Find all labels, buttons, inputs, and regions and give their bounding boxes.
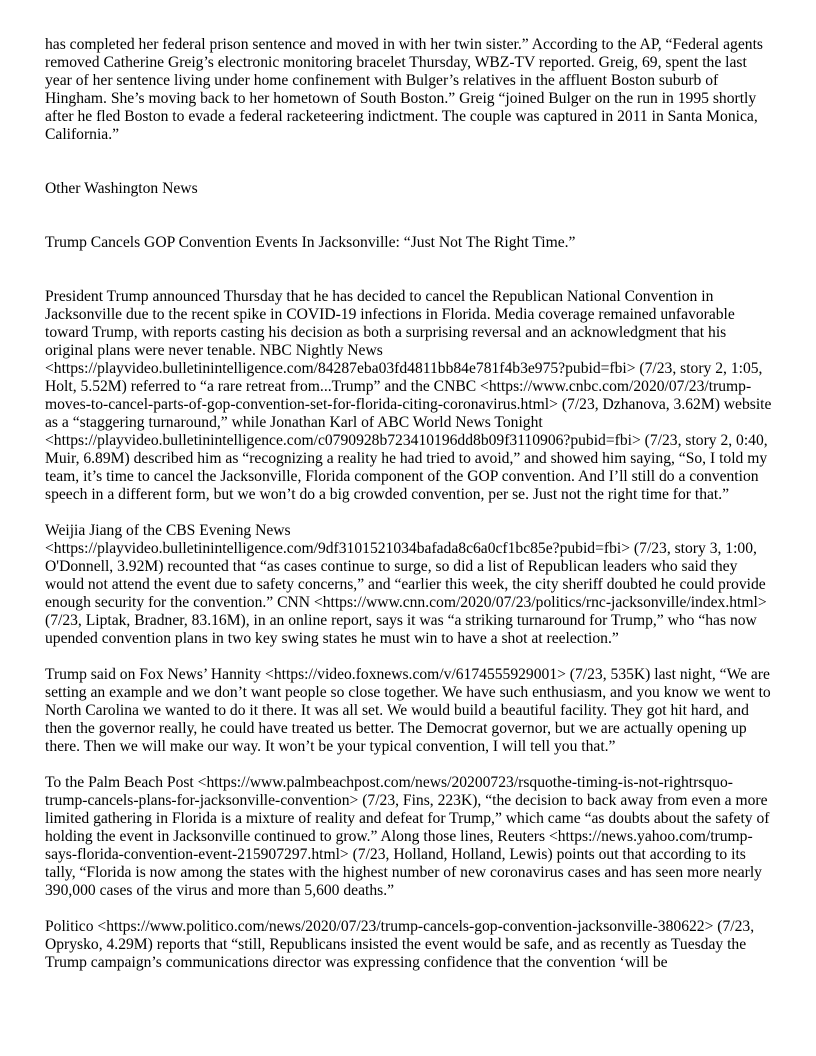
paragraph-hannity: Trump said on Fox News’ Hannity <https://video.foxnews.com/v/6174555929001> (7/23, 535K) last night, “We are setting an example and we don’t want people so close together. We have such enthusiasm, and you know we went to North Carolina we wanted to do it there. It was all set. We would build a beautiful facility. They got hit hard, and then the governor really, he could have treated us better. The Democrat governor, but we are actually opening up there. Then we will make our way. It won’t be your typical convention, I will tell you that.”: [45, 666, 771, 755]
section-heading: Other Washington News: [45, 180, 198, 197]
paragraph-politico: Politico <https://www.politico.com/news/2020/07/23/trump-cancels-gop-convention-jacksonville-380622> (7/23, Oprysko, 4.29M) reports that “still, Republicans insisted the event would be safe, and as recently as Tuesday the Trump campaign’s communications director was expressing confidence that the convention ‘will be: [45, 918, 755, 971]
document-page: [45, 36, 775, 972]
paragraph-trump-announcement: President Trump announced Thursday that he has decided to cancel the Republican National Convention in Jacksonville due to the recent spike in COVID-19 infections in Florida. Media coverage remained unfavorable toward Trump, with reports casting his decision as both a surprising reversal and an acknowledgment that his original plans were never tenable. NBC Nightly News <https://playvideo.bulletinintelligence.com/84287eba03fd4811bb84e781f4b3e975?pubid=fbi> (7/23, story 2, 1:05, Holt, 5.52M) referred to “a rare retreat from...Trump” and the CNBC <https://www.cnbc.com/2020/07/23/trump-moves-to-cancel-parts-of-gop-convention-set-for-florida-citing-coronavirus.html> (7/23, Dzhanova, 3.62M) website as a “staggering turnaround,” while Jonathan Karl of ABC World News Tonight <https://playvideo.bulletinintelligence.com/c0790928b723410196dd8b09f3110906?pubid=fbi> (7/23, story 2, 0:40, Muir, 6.89M) described him as “recognizing a reality he had tried to avoid,” and showed him saying, “So, I told my team, it’s time to cancel the Jacksonville, Florida component of the GOP convention. And I’ll still do a convention speech in a different form, but we won’t do a big crowded convention, per se. Just not the right time for that.”: [45, 288, 772, 503]
story-headline: Trump Cancels GOP Convention Events In Jacksonville: “Just Not The Right Time.”: [45, 234, 576, 251]
paragraph-palm-beach-post: To the Palm Beach Post <https://www.palmbeachpost.com/news/20200723/rsquothe-timing-is-not-rightrsquo-trump-cancels-plans-for-jacksonville-convention> (7/23, Fins, 223K), “the decision to back away from even a more limited gathering in Florida is a mixture of reality and defeat for Trump,” which came “as doubts about the safety of holding the event in Jacksonville continued to grow.” Along those lines, Reuters <https://news.yahoo.com/trump-says-florida-convention-event-215907297.html> (7/23, Holland, Holland, Lewis) points out that according to its tally, “Florida is now among the states with the highest number of new coronavirus cases and has seen more nearly 390,000 cases of the virus and more than 5,600 deaths.”: [45, 774, 770, 899]
paragraph-cbs-cnn: Weijia Jiang of the CBS Evening News <https://playvideo.bulletinintelligence.com/9df3101521034bafada8c6a0cf1bc85e?pubid=fbi> (7/23, story 3, 1:00, O'Donnell, 3.92M) recounted that “as cases continue to surge, so did a list of Republican leaders who said they would not attend the event due to safety concerns,” and “earlier this week, the city sheriff doubted he could provide enough security for the convention.” CNN <https://www.cnn.com/2020/07/23/politics/rnc-jacksonville/index.html> (7/23, Liptak, Bradner, 83.16M), in an online report, says it was “a striking turnaround for Trump,” who “has now upended convention plans in two key swing states he must win to have a shot at reelection.”: [45, 522, 767, 647]
paragraph-greig-release: has completed her federal prison sentence and moved in with her twin sister.” According to the AP, “Federal agents removed Catherine Greig’s electronic monitoring bracelet Thursday, WBZ-TV reported. Greig, 69, spent the last year of her sentence living under home confinement with Bulger’s relatives in the affluent Boston suburb of Hingham. She’s moving back to her hometown of South Boston.” Greig “joined Bulger on the run in 1995 shortly after he fled Boston to evade a federal racketeering indictment. The couple was captured in 2011 in Santa Monica, California.”: [45, 36, 763, 143]
